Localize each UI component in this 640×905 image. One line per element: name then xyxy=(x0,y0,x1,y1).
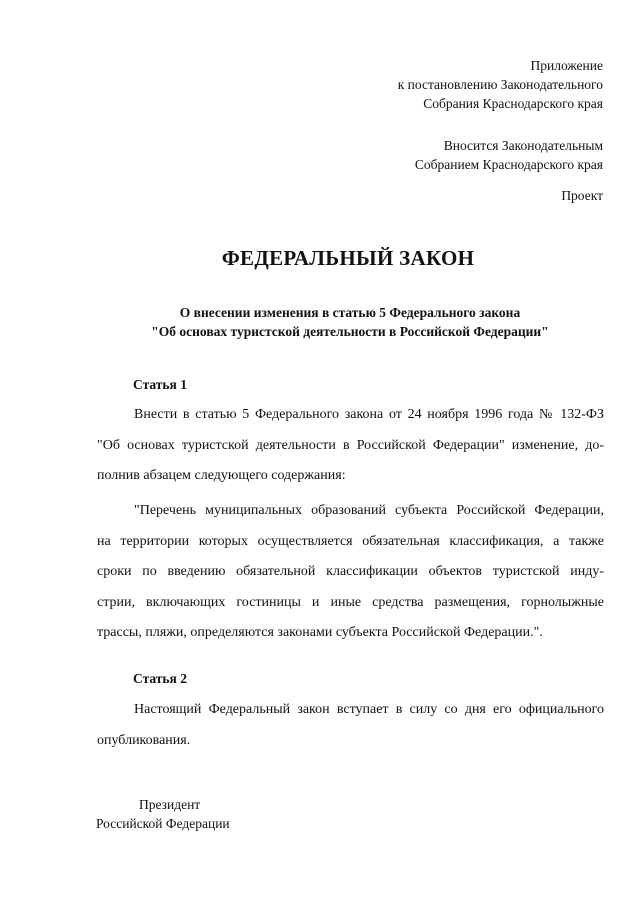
appendix-line-2: к постановлению Законодательного xyxy=(397,77,603,92)
paragraph-line: стрии, включающих гостиницы и иные средства размещения, горнолыжные xyxy=(97,594,604,610)
subtitle-line-1: О внесении изменения в статью 5 Федерального закона xyxy=(179,305,521,320)
submitted-line-2: Собранием Краснодарского края xyxy=(414,157,603,172)
article-1-paragraph-2 xyxy=(97,496,604,649)
appendix-block xyxy=(398,56,603,113)
subtitle-line-2: "Об основах туристской деятельности в Российской Федерации" xyxy=(151,324,549,339)
signature-block xyxy=(96,795,230,833)
paragraph-line: "Перечень муниципальных образований субъекта Российской Федерации, xyxy=(134,503,604,518)
paragraph-line: "Об основах туристской деятельности в Российской Федерации" изменение, до- xyxy=(97,437,604,453)
paragraph-line: опубликования. xyxy=(97,732,191,748)
signature-title: Президент xyxy=(139,797,201,812)
article-1-heading: Статья 1 xyxy=(133,377,187,392)
paragraph-line: трассы, пляжи, определяются законами субъекта Российской Федерации.". xyxy=(97,625,543,640)
paragraph-line: сроки по введению обязательной классификации объектов туристской инду- xyxy=(97,564,604,579)
draft-label: Проект xyxy=(561,188,603,203)
article-1-paragraph-1 xyxy=(97,400,604,492)
document-subtitle xyxy=(0,303,640,341)
paragraph-line: Внести в статью 5 Федерального закона от 24 ноября 1996 года № 132-ФЗ xyxy=(134,407,604,422)
signature-office: Российской Федерации xyxy=(96,816,230,831)
article-2-paragraph-1 xyxy=(97,695,604,756)
appendix-line-1: Приложение xyxy=(530,58,603,73)
paragraph-line: Настоящий Федеральный закон вступает в силу со дня его официального xyxy=(134,702,604,717)
document-title: ФЕДЕРАЛЬНЫЙ ЗАКОН xyxy=(221,246,475,270)
article-2-heading: Статья 2 xyxy=(133,671,187,686)
paragraph-line: на территории которых осуществляется обязательная классификация, а также xyxy=(97,533,604,549)
submitted-by-block xyxy=(415,136,603,174)
submitted-line-1: Вносится Законодательным xyxy=(443,138,603,153)
paragraph-line: полнив абзацем следующего содержания: xyxy=(97,468,346,483)
appendix-line-3: Собрания Краснодарского края xyxy=(423,96,603,111)
